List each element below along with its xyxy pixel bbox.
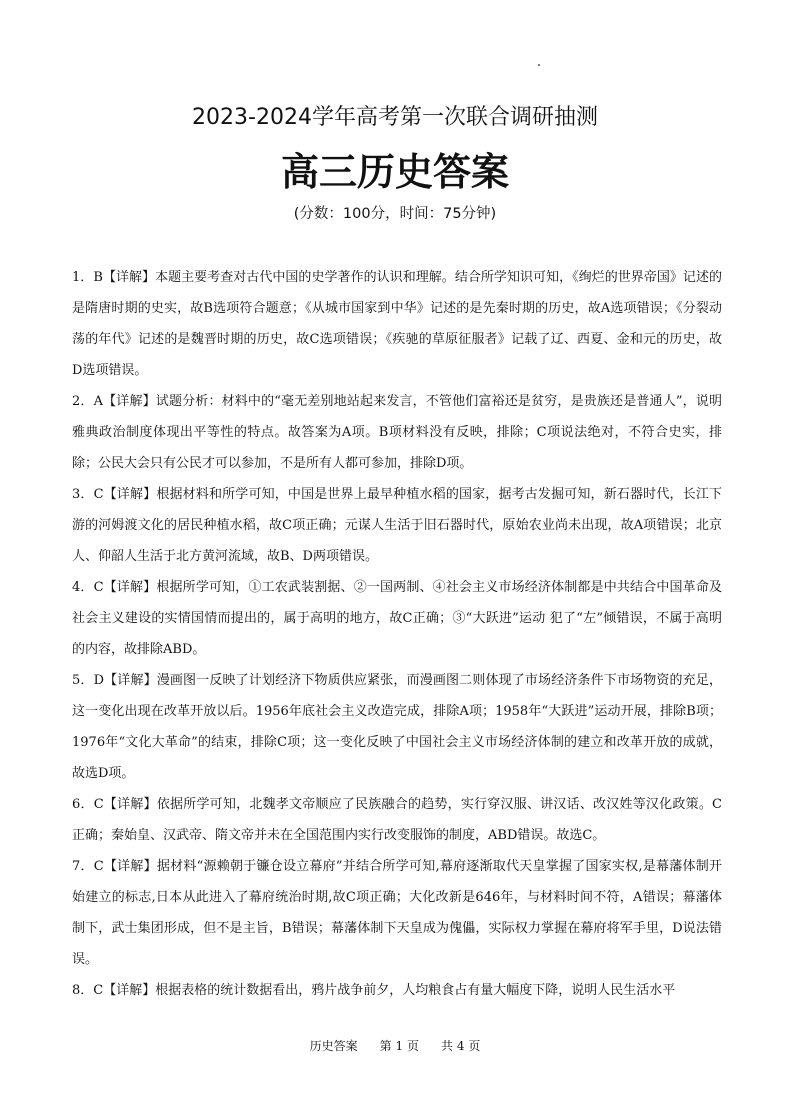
exam-title: 2023-2024学年高考第一次联合调研抽测 <box>192 105 598 130</box>
footer-page-number: 1 <box>395 1039 404 1053</box>
answer-choice: A <box>93 394 103 409</box>
footer-total-pages: 4 <box>456 1039 465 1053</box>
answer-item <box>72 386 722 479</box>
answer-item <box>72 975 722 1006</box>
answer-item <box>72 479 722 572</box>
footer-page-prefix: 第 <box>379 1039 392 1053</box>
question-number: 4． <box>72 580 94 595</box>
explanation-text: 根据表格的统计数据看出，鸦片战争前夕，人均粮食占有量大幅度下降，说明人民生活水平 <box>155 983 676 998</box>
footer-page-unit: 页 <box>406 1039 419 1053</box>
answer-choice: C <box>93 487 104 502</box>
explanation-tag: 【详解】 <box>103 487 157 502</box>
explanation-text: 据材料“源赖朝于镰仓设立幕府”并结合所学可知,幕府逐渐取代天皇掌握了国家实权,是幕藩体制开始建立的标志,日本从此进入了幕府统治时期,故C项正确；大化改新是646年，与材料时间不符，A错误；幕藩体制下，武士集团形成，但不是主旨，B错误；幕藩体制下天皇成为傀儡，实际权力掌握在幕府将军手里，D说法错误。 <box>72 859 722 967</box>
explanation-tag: 【详解】 <box>103 859 157 874</box>
footer-subject: 历史答案 <box>309 1039 358 1053</box>
answer-choice: C <box>93 859 104 874</box>
answer-item <box>72 851 722 975</box>
question-number: 5． <box>72 673 94 688</box>
explanation-tag: 【详解】 <box>102 270 156 285</box>
question-number: 1． <box>72 270 94 285</box>
explanation-tag: 【详解】 <box>103 797 157 812</box>
answer-list <box>72 262 722 1006</box>
explanation-text: 本题主要考查对古代中国的史学著作的认识和理解。结合所学知识可知，《绚烂的世界帝国》记述的是隋唐时期的史实，故B选项符合题意；《从城市国家到中华》记述的是先秦时期的历史，故A选项错误；《分裂动荡的年代》记述的是魏晋时期的历史，故C选项错误；《疾驰的草原征服者》记载了辽、西夏、金和元的历史，故D选项错误。 <box>72 270 722 378</box>
answer-item <box>72 262 722 386</box>
question-number: 6． <box>72 797 94 812</box>
answer-choice: B <box>93 270 103 285</box>
question-number: 3． <box>72 487 94 502</box>
answer-choice: C <box>93 983 104 998</box>
footer-total-unit: 页 <box>468 1039 481 1053</box>
page-footer <box>0 1036 790 1056</box>
explanation-tag: 【详解】 <box>103 983 156 998</box>
answer-choice: C <box>93 797 104 812</box>
explanation-tag: 【详解】 <box>103 580 157 595</box>
answer-item <box>72 789 722 851</box>
answer-choice: C <box>93 580 104 595</box>
stray-dot <box>538 64 540 66</box>
question-number: 2． <box>72 394 94 409</box>
explanation-text: 根据所学可知，①工农武装割据、②一国两制、④社会主义市场经济体制都是中共结合中国革命及社会主义建设的实情国情而提出的，属于高明的地方，故C正确；③“大跃进”运动 犯了“左”倾错误，不属于高明的内容，故排除ABD。 <box>72 580 722 657</box>
answer-item <box>72 572 722 665</box>
explanation-text: 根据材料和所学可知，中国是世界上最早种植水稻的国家，据考古发掘可知，新石器时代，长江下游的河姆渡文化的居民种植水稻，故C项正确；元谋人生活于旧石器时代，原始农业尚未出现，故A项错误；北京人、仰韶人生活于北方黄河流域，故B、D两项错误。 <box>72 487 722 564</box>
main-title: 高三历史答案 <box>280 150 509 194</box>
question-number: 8． <box>72 983 94 998</box>
explanation-tag: 【详解】 <box>104 673 157 688</box>
explanation-tag: 【详解】 <box>102 394 156 409</box>
answer-item <box>72 665 722 789</box>
answer-choice: D <box>93 673 105 688</box>
explanation-text: 漫画图一反映了计划经济下物质供应紧张，而漫画图二则体现了市场经济条件下市场物资的充足，这一变化出现在改革开放以后。1956年底社会主义改造完成，排除A项；1958年“大跃进”运动开展，排除B项；1976年“文化大革命”的结束，排除C项；这一变化反映了中国社会主义市场经济体制的建立和改革开放的成就，故选D项。 <box>72 673 722 781</box>
explanation-text: 试题分析：材料中的“毫无差别地站起来发言，不管他们富裕还是贫穷，是贵族还是普通人”，说明雅典政治制度体现出平等性的特点。故答案为A项。B项材料没有反映，排除；C项说法绝对，不符合史实，排除；公民大会只有公民才可以参加，不是所有人都可参加，排除D项。 <box>72 394 722 471</box>
explanation-text: 依据所学可知，北魏孝文帝顺应了民族融合的趋势，实行穿汉服、讲汉话、改汉姓等汉化政策。C正确；秦始皇、汉武帝、隋文帝并未在全国范围内实行改变服饰的制度，ABD错误。故选C。 <box>72 797 722 843</box>
footer-total-prefix: 共 <box>441 1039 454 1053</box>
exam-info: (分数：100分，时间：75分钟) <box>293 206 497 222</box>
question-number: 7． <box>72 859 94 874</box>
